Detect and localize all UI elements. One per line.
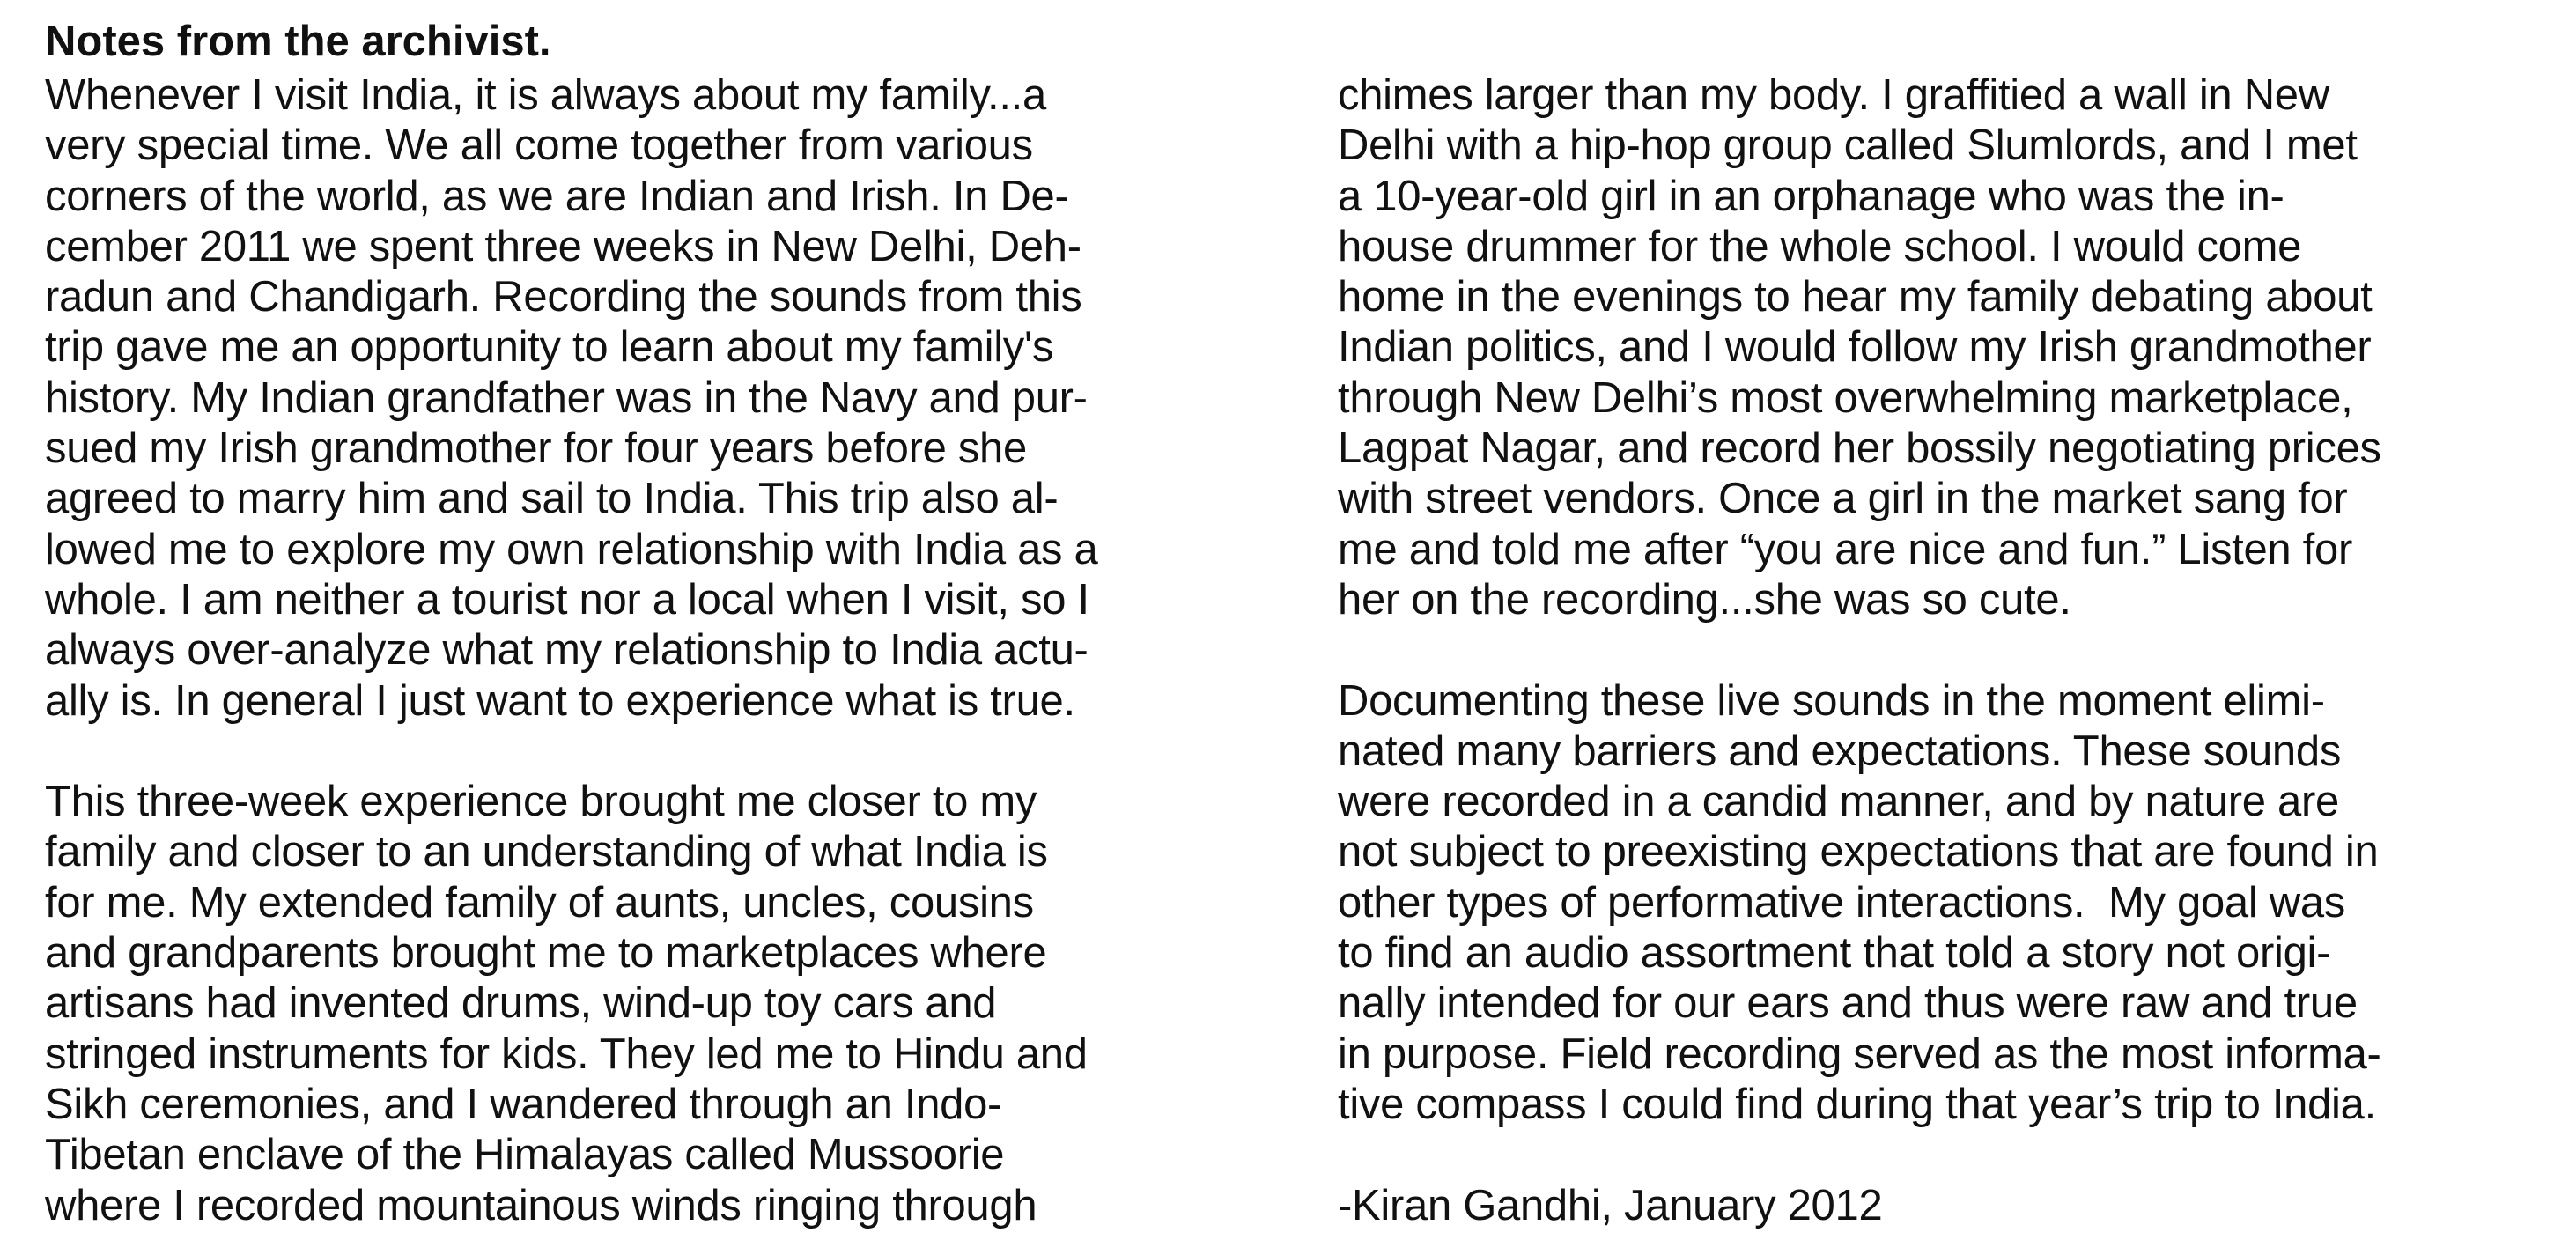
text-line: agreed to marry him and sail to India. This trip also al- [45,475,1059,523]
text-line: This three-week experience brought me closer to my [45,778,1037,826]
text-line: sued my Irish grandmother for four years before she [45,424,1027,473]
text-line: trip gave me an opportunity to learn about my family's [45,323,1054,372]
right-paragraph-1 [1338,70,2571,625]
text-line: her on the recording...she was so cute. [1338,575,2071,624]
text-line: radun and Chandigarh. Recording the sounds from this [45,273,1082,321]
text-line: very special time. We all come together from various [45,122,1033,170]
text-line: were recorded in a candid manner, and by nature are [1338,778,2339,826]
signature: -Kiran Gandhi, January 2012 [1338,1181,1883,1229]
text-line: nated many barriers and expectations. These sounds [1338,727,2342,775]
text-line: in purpose. Field recording served as the most informa- [1338,1030,2381,1078]
page-title: Notes from the archivist. [45,18,551,65]
text-line: a 10-year-old girl in an orphanage who was the in- [1338,172,2284,220]
text-line: Lagpat Nagar, and record her bossily negotiating prices [1338,424,2381,473]
text-line: cember 2011 we spent three weeks in New Delhi, Deh- [45,222,1081,270]
text-line: and grandparents brought me to marketplaces where [45,929,1047,978]
left-column [45,70,1278,1231]
text-line: home in the evenings to hear my family debating about [1338,273,2373,321]
paragraph-gap [45,727,1278,777]
text-line: Indian politics, and I would follow my Irish grandmother [1338,323,2372,372]
text-line: Documenting these live sounds in the moment elimi- [1338,676,2325,725]
text-line: Sikh ceremonies, and I wandered through an Indo- [45,1080,1002,1128]
text-line: family and closer to an understanding of what India is [45,828,1048,876]
text-line: me and told me after “you are nice and fun.” Listen for [1338,525,2352,573]
text-line: nally intended for our ears and thus were raw and true [1338,979,2358,1028]
text-line: chimes larger than my body. I graffitied a wall in New [1338,71,2329,119]
text-line: not subject to preexisting expectations that are found in [1338,828,2379,876]
left-paragraph-1 [45,70,1278,727]
text-line: tive compass I could find during that year’s trip to India. [1338,1080,2376,1128]
text-line: artisans had invented drums, wind-up toy cars and [45,979,997,1028]
right-paragraph-2 [1338,676,2571,1131]
right-column [1338,70,2571,1231]
text-line: through New Delhi’s most overwhelming marketplace, [1338,373,2353,422]
text-line: Tibetan enclave of the Himalayas called Mussoorie [45,1131,1005,1179]
text-line: where I recorded mountainous winds ringing through [45,1181,1037,1229]
text-line: Delhi with a hip-hop group called Slumlords, and I met [1338,122,2358,170]
text-line: Whenever I visit India, it is always about my family...a [45,71,1046,119]
text-line: with street vendors. Once a girl in the market sang for [1338,475,2348,523]
text-line: corners of the world, as we are Indian and Irish. In De- [45,172,1069,220]
left-paragraph-2 [45,777,1278,1231]
paragraph-gap [1338,625,2571,675]
text-line: to find an audio assortment that told a story not origi- [1338,929,2331,978]
text-line: other types of performative interactions. My goal was [1338,878,2345,926]
text-line: stringed instruments for kids. They led me to Hindu and [45,1030,1088,1078]
text-line: history. My Indian grandfather was in the Navy and pur- [45,373,1088,422]
text-line: whole. I am neither a tourist nor a local when I visit, so I [45,575,1089,624]
paragraph-gap [1338,1130,2571,1180]
text-line: lowed me to explore my own relationship with India as a [45,525,1098,573]
text-line: always over-analyze what my relationship to India actu- [45,626,1089,675]
text-line: house drummer for the whole school. I would come [1338,222,2302,270]
text-line: for me. My extended family of aunts, uncles, cousins [45,878,1034,926]
text-line: ally is. In general I just want to experience what is true. [45,676,1075,725]
